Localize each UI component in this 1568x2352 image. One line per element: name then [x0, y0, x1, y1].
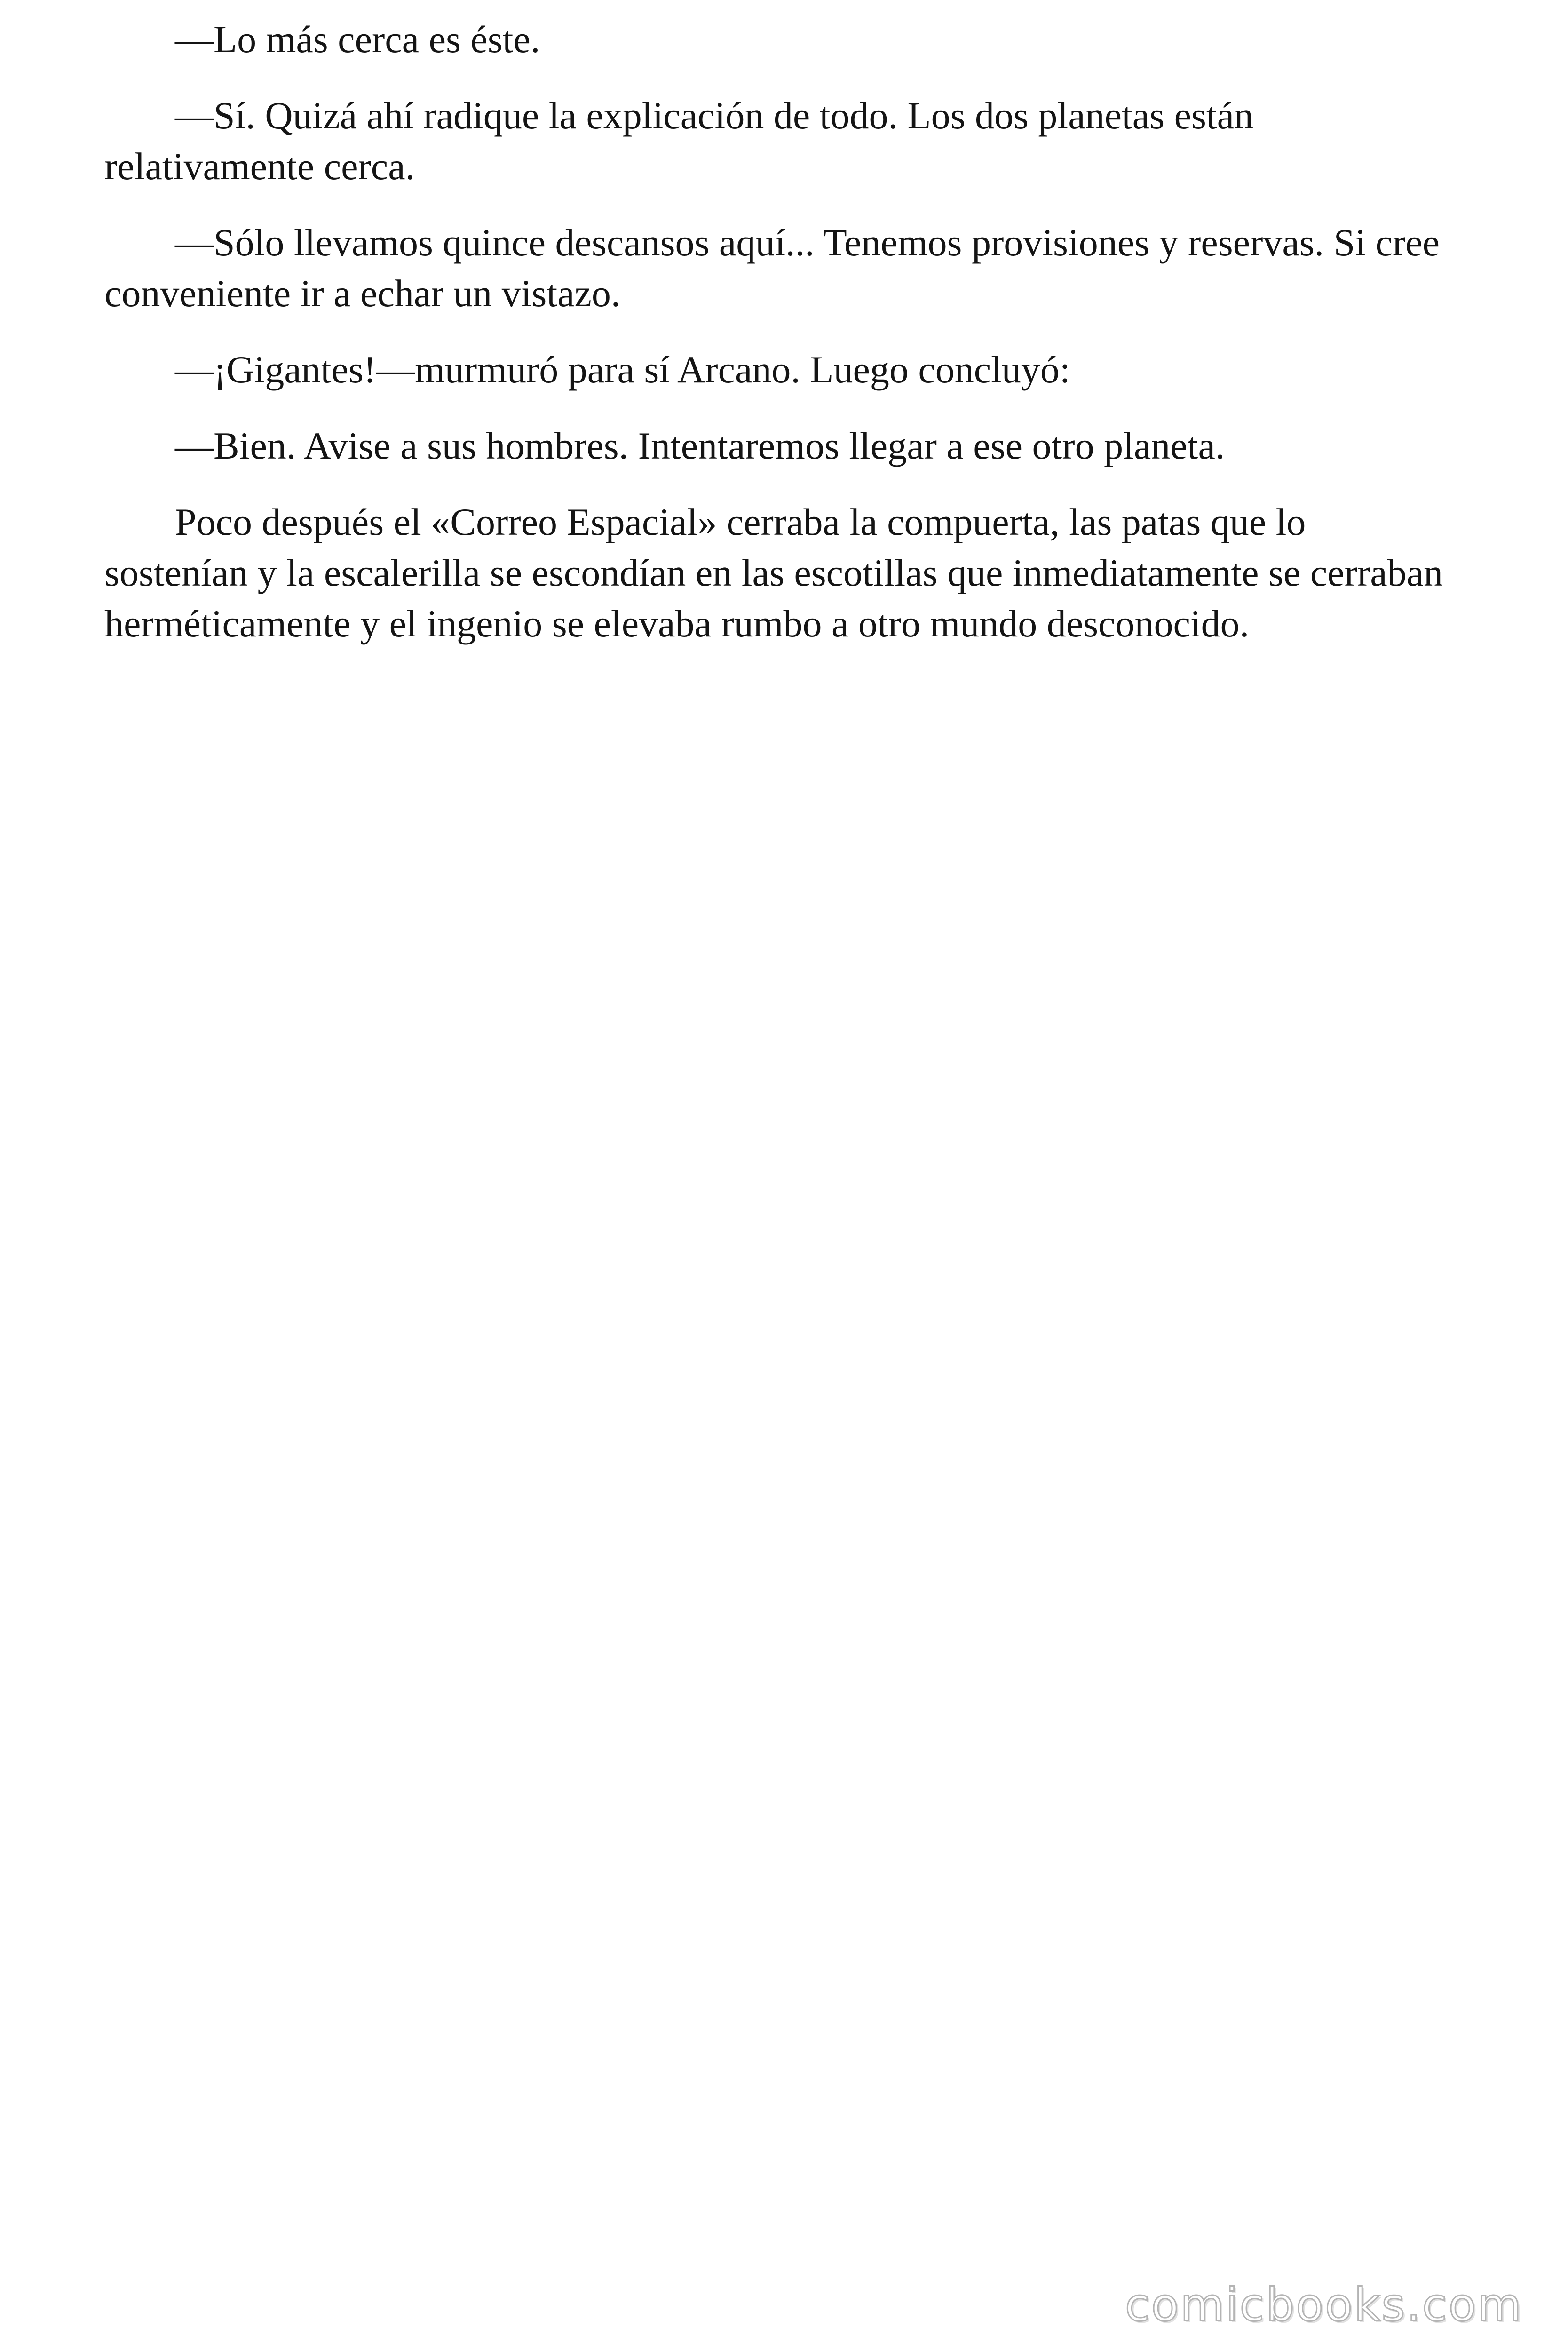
paragraph: —Lo más cerca es éste.	[175, 18, 540, 61]
paragraph: Poco después el «Correo Espacial» cerraba la compuerta, las patas que lo sostenían y la escalerilla se escondían en las escotillas que inmediatamente se cerraban herméticamente y el ingenio se elevaba rumbo a otro mundo desconocido.	[104, 501, 1443, 645]
document-page	[104, 14, 1459, 675]
watermark: comicbooks.com	[1125, 2279, 1523, 2331]
paragraph: —¡Gigantes!—murmuró para sí Arcano. Luego concluyó:	[175, 348, 1070, 391]
paragraph: —Sólo llevamos quince descansos aquí... Tenemos provisiones y reservas. Si cree conveniente ir a echar un vistazo.	[104, 221, 1440, 315]
paragraph: —Bien. Avise a sus hombres. Intentaremos llegar a ese otro planeta.	[175, 424, 1225, 467]
paragraph: —Sí. Quizá ahí radique la explicación de todo. Los dos planetas están relativamente cerca.	[104, 94, 1254, 188]
